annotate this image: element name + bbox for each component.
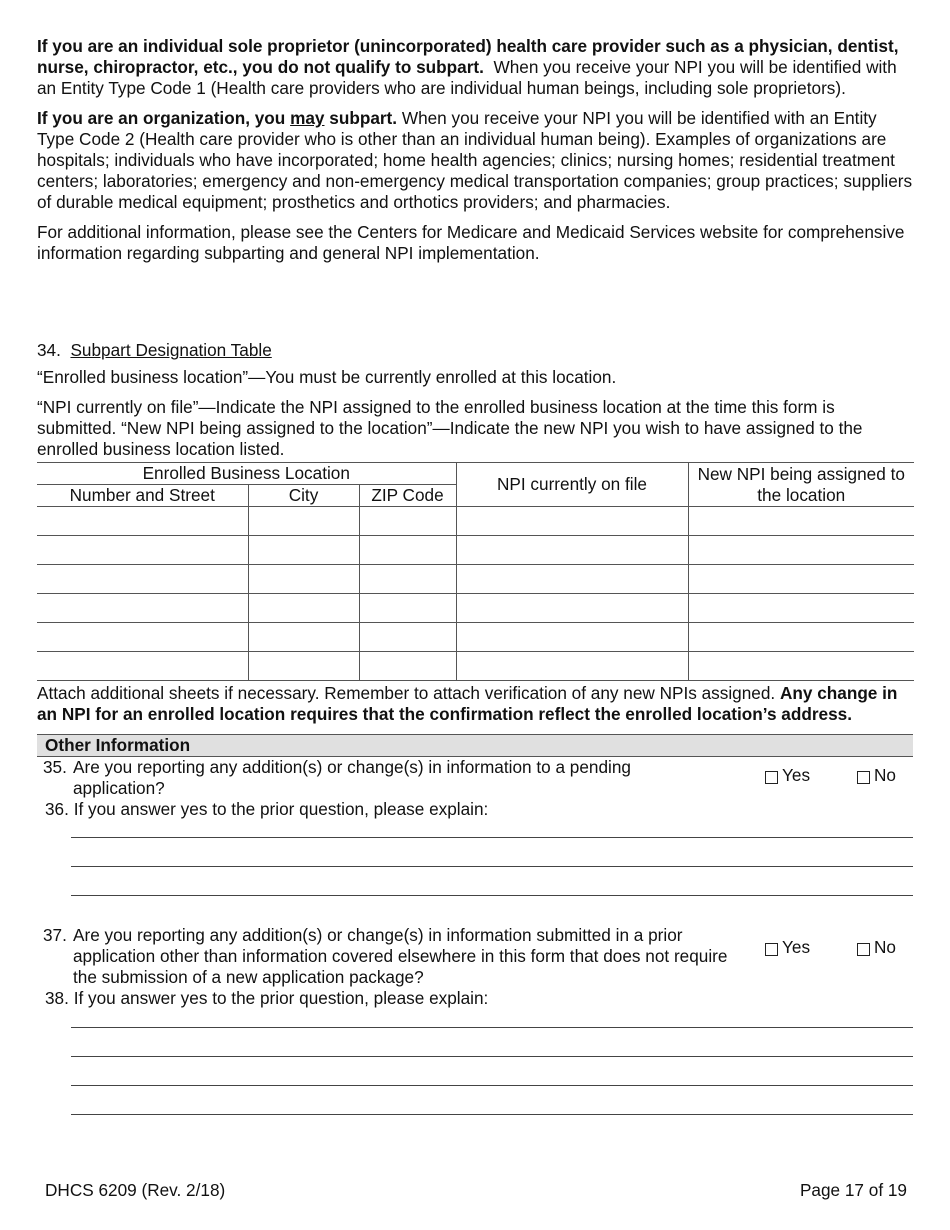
form-id: DHCS 6209 (Rev. 2/18): [45, 1180, 226, 1200]
table-row: [37, 507, 914, 536]
cell-street[interactable]: [37, 594, 248, 623]
question-37-no[interactable]: No: [857, 937, 896, 958]
cell-street[interactable]: [37, 507, 248, 536]
cell-npi-new[interactable]: [688, 594, 914, 623]
cell-npi-current[interactable]: [456, 594, 688, 623]
checkbox-icon[interactable]: [857, 943, 870, 956]
section-34-title: Subpart Designation Table: [70, 340, 272, 360]
cell-npi-new[interactable]: [688, 536, 914, 565]
cell-zip[interactable]: [359, 507, 456, 536]
cell-npi-current[interactable]: [456, 652, 688, 681]
intro: [37, 36, 913, 273]
question-35-yes[interactable]: Yes: [765, 765, 810, 786]
header-npi-new: New NPI being assigned to the location: [688, 463, 914, 507]
attach-note-plain: Attach additional sheets if necessary. Remember to attach verification of any new NPIs assigned.: [37, 683, 776, 703]
page-number: Page 17 of 19: [799, 1180, 907, 1200]
cell-city[interactable]: [248, 565, 359, 594]
cell-npi-new[interactable]: [688, 507, 914, 536]
intro-para-2-bold: [37, 108, 397, 128]
table-row: [37, 652, 914, 681]
section-34: [37, 340, 913, 1115]
intro-para-2-bold-b: subpart.: [324, 108, 398, 128]
cell-npi-new[interactable]: [688, 565, 914, 594]
table-row: [37, 623, 914, 652]
cell-npi-current[interactable]: [456, 507, 688, 536]
cell-city[interactable]: [248, 652, 359, 681]
section-34-heading: [37, 340, 913, 361]
table-row: [37, 565, 914, 594]
question-38-answer-lines: [37, 1009, 913, 1115]
attach-note: [37, 683, 913, 725]
cell-city[interactable]: [248, 594, 359, 623]
cell-zip[interactable]: [359, 652, 456, 681]
question-38-number: 38.: [45, 988, 69, 1008]
subpart-designation-table: [37, 462, 914, 681]
cell-zip[interactable]: [359, 565, 456, 594]
intro-para-2-bold-a: If you are an organization, you: [37, 108, 291, 128]
table-row: [37, 536, 914, 565]
cell-street[interactable]: [37, 652, 248, 681]
definition-enrolled-location: “Enrolled business location”—You must be currently enrolled at this location.: [37, 367, 617, 387]
cell-city[interactable]: [248, 536, 359, 565]
cell-npi-current[interactable]: [456, 565, 688, 594]
answer-line[interactable]: [71, 1086, 913, 1115]
question-36-text: If you answer yes to the prior question, please explain:: [73, 799, 489, 819]
cell-zip[interactable]: [359, 594, 456, 623]
cell-city[interactable]: [248, 623, 359, 652]
table-row: [37, 594, 914, 623]
question-36-answer-lines: [37, 820, 913, 896]
question-38: [37, 988, 913, 1009]
intro-para-1: [37, 36, 913, 99]
cell-city[interactable]: [248, 507, 359, 536]
question-35-no[interactable]: No: [857, 765, 896, 786]
question-37-text: Are you reporting any addition(s) or change(s) in information submitted in a prior application other than information covered elsewhere in this form that does not require the submission of a new application package?: [73, 925, 728, 987]
cell-street[interactable]: [37, 565, 248, 594]
header-zip: ZIP Code: [359, 485, 456, 507]
page-footer: [45, 1180, 907, 1201]
question-37-yes[interactable]: Yes: [765, 937, 810, 958]
answer-line[interactable]: [71, 838, 913, 867]
header-number-street: Number and Street: [37, 485, 248, 507]
answer-line[interactable]: [71, 867, 913, 896]
question-35-text: Are you reporting any addition(s) or change(s) in information to a pending application?: [73, 757, 631, 798]
question-37: [37, 925, 913, 988]
definition-npi: “NPI currently on file”—Indicate the NPI assigned to the enrolled business location at the time this form is submitted. “New NPI being assigned to the location”—Indicate the new NPI you wish to have assigned to the enrolled business location listed.: [37, 397, 863, 459]
question-36-number: 36.: [45, 799, 69, 819]
cell-street[interactable]: [37, 623, 248, 652]
other-information-header: Other Information: [37, 734, 913, 757]
answer-line[interactable]: [71, 1028, 913, 1057]
checkbox-icon[interactable]: [765, 943, 778, 956]
cell-zip[interactable]: [359, 536, 456, 565]
cell-npi-new[interactable]: [688, 652, 914, 681]
intro-para-1-bold: If you are an individual sole proprietor (unincorporated) health care provider such as a physician, dentist, nurse, chiropractor, etc., you do not qualify to subpart.: [37, 36, 899, 77]
question-37-number: 37.: [43, 925, 67, 945]
question-36: [37, 799, 913, 820]
intro-para-2-rest: When you receive your NPI you will be identified with an Entity Type Code 2 (Health care provider who is other than an individual human being). Examples of organizations are hospitals; individuals who have incorporated; home health agencies; clinics; nursing homes; residential treatment centers; laboratories; emergency and non-emergency medical transportation companies; group practices; suppliers of durable medical equipment; prosthetics and orthotics providers; and pharmacies.: [37, 108, 913, 212]
question-38-text: If you answer yes to the prior question, please explain:: [73, 988, 489, 1008]
question-35: [37, 757, 913, 799]
intro-para-1-rest: When you receive your NPI you will be identified with an Entity Type Code 1 (Health care providers who are individual human beings, including sole proprietors).: [37, 57, 897, 98]
header-npi-current: NPI currently on file: [456, 463, 688, 507]
answer-line[interactable]: [71, 1057, 913, 1086]
section-34-number: 34.: [37, 340, 61, 360]
header-enrolled-business-location: Enrolled Business Location: [37, 463, 456, 485]
answer-line[interactable]: [71, 1009, 913, 1028]
answer-line[interactable]: [71, 820, 913, 838]
checkbox-icon[interactable]: [857, 771, 870, 784]
intro-para-2: [37, 108, 913, 213]
cell-npi-current[interactable]: [456, 536, 688, 565]
header-city: City: [248, 485, 359, 507]
intro-para-2-may: may: [290, 108, 325, 128]
question-35-number: 35.: [43, 757, 67, 777]
cell-npi-new[interactable]: [688, 623, 914, 652]
intro-para-3: For additional information, please see the Centers for Medicare and Medicaid Services website for comprehensive information regarding subparting and general NPI implementation.: [37, 222, 905, 263]
checkbox-icon[interactable]: [765, 771, 778, 784]
cell-npi-current[interactable]: [456, 623, 688, 652]
attach-note-bold: Any change in an NPI for an enrolled location requires that the confirmation reflect the enrolled location’s address.: [37, 683, 898, 724]
cell-zip[interactable]: [359, 623, 456, 652]
cell-street[interactable]: [37, 536, 248, 565]
